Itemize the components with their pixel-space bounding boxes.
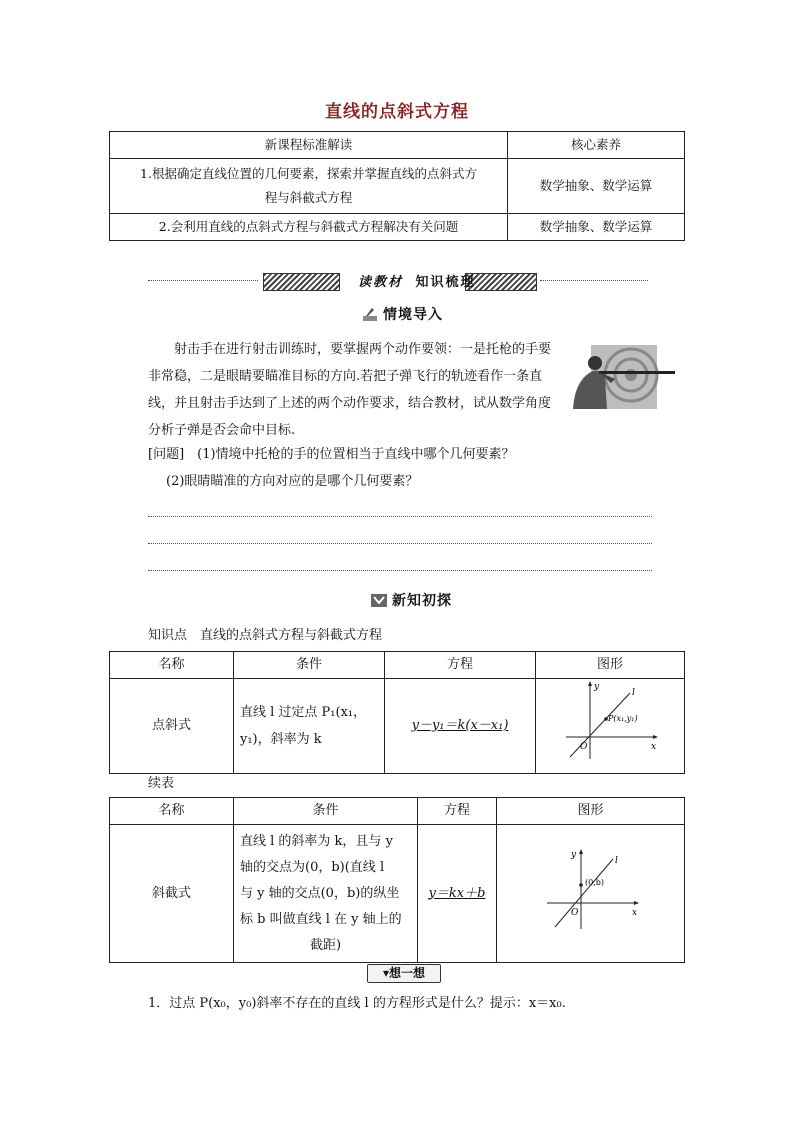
literacy-1: 数学抽象、数学运算 [508, 159, 685, 214]
point-slope-table [109, 651, 685, 774]
ps-graph-line-label: l [632, 688, 635, 698]
triangle-down-icon: ▾ [382, 966, 389, 980]
si-condition-line: 轴的交点为(0，b)(直线 l [240, 859, 385, 875]
knowledge-point: 知识点 直线的点斜式方程与斜截式方程 [148, 628, 383, 643]
intro-paragraph: 射击手在进行射击训练时，要掌握两个动作要领：一是托枪的手要非常稳，二是眼睛要瞄准目标的方向.若把子弹飞行的轨迹看作一条直线，并且射击手达到了上述的两个动作要求，结合教材，试从数学角度分析子弹是否会命中目标. [148, 342, 552, 438]
ps-graph-y-label: y [594, 682, 600, 692]
standard-1-line2: 程与斜截式方程 [264, 190, 353, 205]
si-header-equation: 方程 [418, 798, 497, 825]
si-graph-line-label: l [614, 855, 618, 866]
si-name: 斜截式 [110, 825, 234, 963]
ps-condition-line2: y₁)，斜率为 k [240, 732, 322, 747]
literacy-2: 数学抽象、数学运算 [508, 214, 685, 241]
answer-line-2 [148, 543, 652, 544]
banner-stripes-left [263, 273, 340, 291]
ps-graph-cell [536, 679, 685, 774]
standard-1 [110, 159, 508, 214]
banner-text [358, 271, 476, 290]
ps-equation: y－y₁＝k(x－x₁) [385, 679, 536, 774]
standard-2: 2.会利用直线的点斜式方程与斜截式方程解决有关问题 [110, 214, 508, 241]
think-box [367, 964, 441, 983]
think-label: 想一想 [389, 966, 426, 980]
question-1: [问题] (1)情境中托枪的手的位置相当于直线中哪个几何要素？ [148, 447, 515, 462]
page-title: 直线的点斜式方程 [325, 102, 469, 122]
si-graph-x-label: x [631, 907, 637, 918]
banner-label-a: 读教材 [358, 275, 404, 290]
section-banner [263, 270, 533, 292]
si-header-graph: 图形 [497, 798, 685, 825]
divider-dots-left [148, 280, 258, 281]
si-condition-line: 与 y 轴的交点(0，b)的纵坐 [240, 885, 400, 901]
answer-line-3 [148, 570, 652, 571]
si-header-name: 名称 [110, 798, 234, 825]
section-scene-intro [361, 304, 443, 324]
ps-condition-line1: 直线 l 过定点 P₁(x₁， [240, 705, 367, 720]
si-condition-line: 直线 l 的斜率为 k，且与 y [240, 833, 393, 849]
standards-header-0: 新课程标准解读 [110, 132, 508, 159]
standard-1-line1: 1.根据确定直线位置的几何要素，探索并掌握直线的点斜式方 [140, 166, 477, 181]
section-divider [148, 270, 648, 292]
si-graph-point-label: (0,b) [584, 877, 604, 887]
section-scene-title: 情境导入 [383, 307, 443, 323]
section-new-knowledge [370, 590, 452, 610]
si-graph-origin-label: O [570, 907, 578, 918]
section-new-title: 新知初探 [392, 593, 452, 609]
pencil-icon [361, 305, 379, 323]
book-icon [370, 591, 388, 609]
ps-graph-point-label: P(x₁,y₁) [608, 714, 638, 723]
divider-dots-right [540, 280, 648, 281]
si-condition [234, 825, 418, 963]
standards-table [109, 131, 685, 241]
si-condition-line: 标 b 叫做直线 l 在 y 轴上的 [240, 911, 402, 927]
continued-label: 续表 [148, 776, 175, 791]
ps-header-condition: 条件 [234, 652, 385, 679]
si-graph [541, 847, 641, 931]
shooter-illustration [571, 345, 677, 409]
slope-intercept-table [109, 797, 685, 963]
banner-label-b: 知识梳理 [415, 275, 476, 290]
ps-header-equation: 方程 [385, 652, 536, 679]
ps-header-name: 名称 [110, 652, 234, 679]
think-question-1: 1．过点 P(x₀，y₀)斜率不存在的直线 l 的方程形式是什么？提示：x＝x₀. [148, 996, 566, 1011]
answer-line-1 [148, 516, 652, 517]
ps-name: 点斜式 [110, 679, 234, 774]
ps-header-graph: 图形 [536, 652, 685, 679]
ps-graph-origin-label: O [580, 742, 588, 752]
ps-condition [234, 679, 385, 774]
standards-header-1: 核心素养 [508, 132, 685, 159]
ps-graph-x-label: x [651, 742, 657, 752]
question-2: (2)眼睛瞄准的方向对应的是哪个几何要素？ [166, 474, 419, 489]
si-graph-cell [497, 825, 685, 963]
ps-graph [560, 679, 660, 763]
si-condition-line: 截距) [309, 937, 342, 953]
si-graph-y-label: y [570, 849, 576, 860]
si-header-condition: 条件 [234, 798, 418, 825]
si-equation: y＝kx＋b [418, 825, 497, 963]
